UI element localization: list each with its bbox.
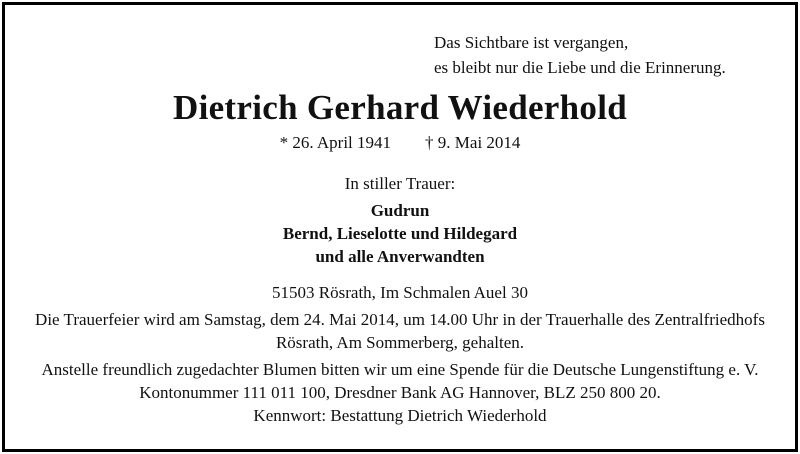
mourner-name: Gudrun xyxy=(370,201,430,220)
motto-line-2: es bleibt nur die Liebe und die Erinnerung. xyxy=(434,58,726,77)
mourner-name: und alle Anverwandten xyxy=(315,247,485,266)
donation-info-line-1: Anstelle freundlich zugedachter Blumen bitten wir um eine Spende für die Deutsche Lungenstiftung e. V. xyxy=(41,360,759,379)
mourning-intro: In stiller Trauer: xyxy=(344,174,456,193)
motto-line-1: Das Sichtbare ist vergangen, xyxy=(434,33,629,52)
birth-date: * 26. April 1941 xyxy=(279,133,392,152)
mourner-name: Bernd, Lieselotte und Hildegard xyxy=(282,224,518,243)
motto xyxy=(434,30,726,80)
family-address: 51503 Rösrath, Im Schmalen Auel 30 xyxy=(272,283,528,302)
donation-keyword: Kennwort: Bestattung Dietrich Wiederhold xyxy=(253,406,547,425)
funeral-info-line-1: Die Trauerfeier wird am Samstag, dem 24. Mai 2014, um 14.00 Uhr in der Trauerhalle des Zentralfriedhofs xyxy=(35,310,765,329)
donation-info-line-2: Kontonummer 111 011 100, Dresdner Bank AG Hannover, BLZ 250 800 20. xyxy=(139,383,661,402)
funeral-info-line-2: Rösrath, Am Sommerberg, gehalten. xyxy=(275,333,525,352)
death-date: † 9. Mai 2014 xyxy=(425,133,521,152)
deceased-name: Dietrich Gerhard Wiederhold xyxy=(173,88,627,127)
life-dates xyxy=(0,133,800,153)
